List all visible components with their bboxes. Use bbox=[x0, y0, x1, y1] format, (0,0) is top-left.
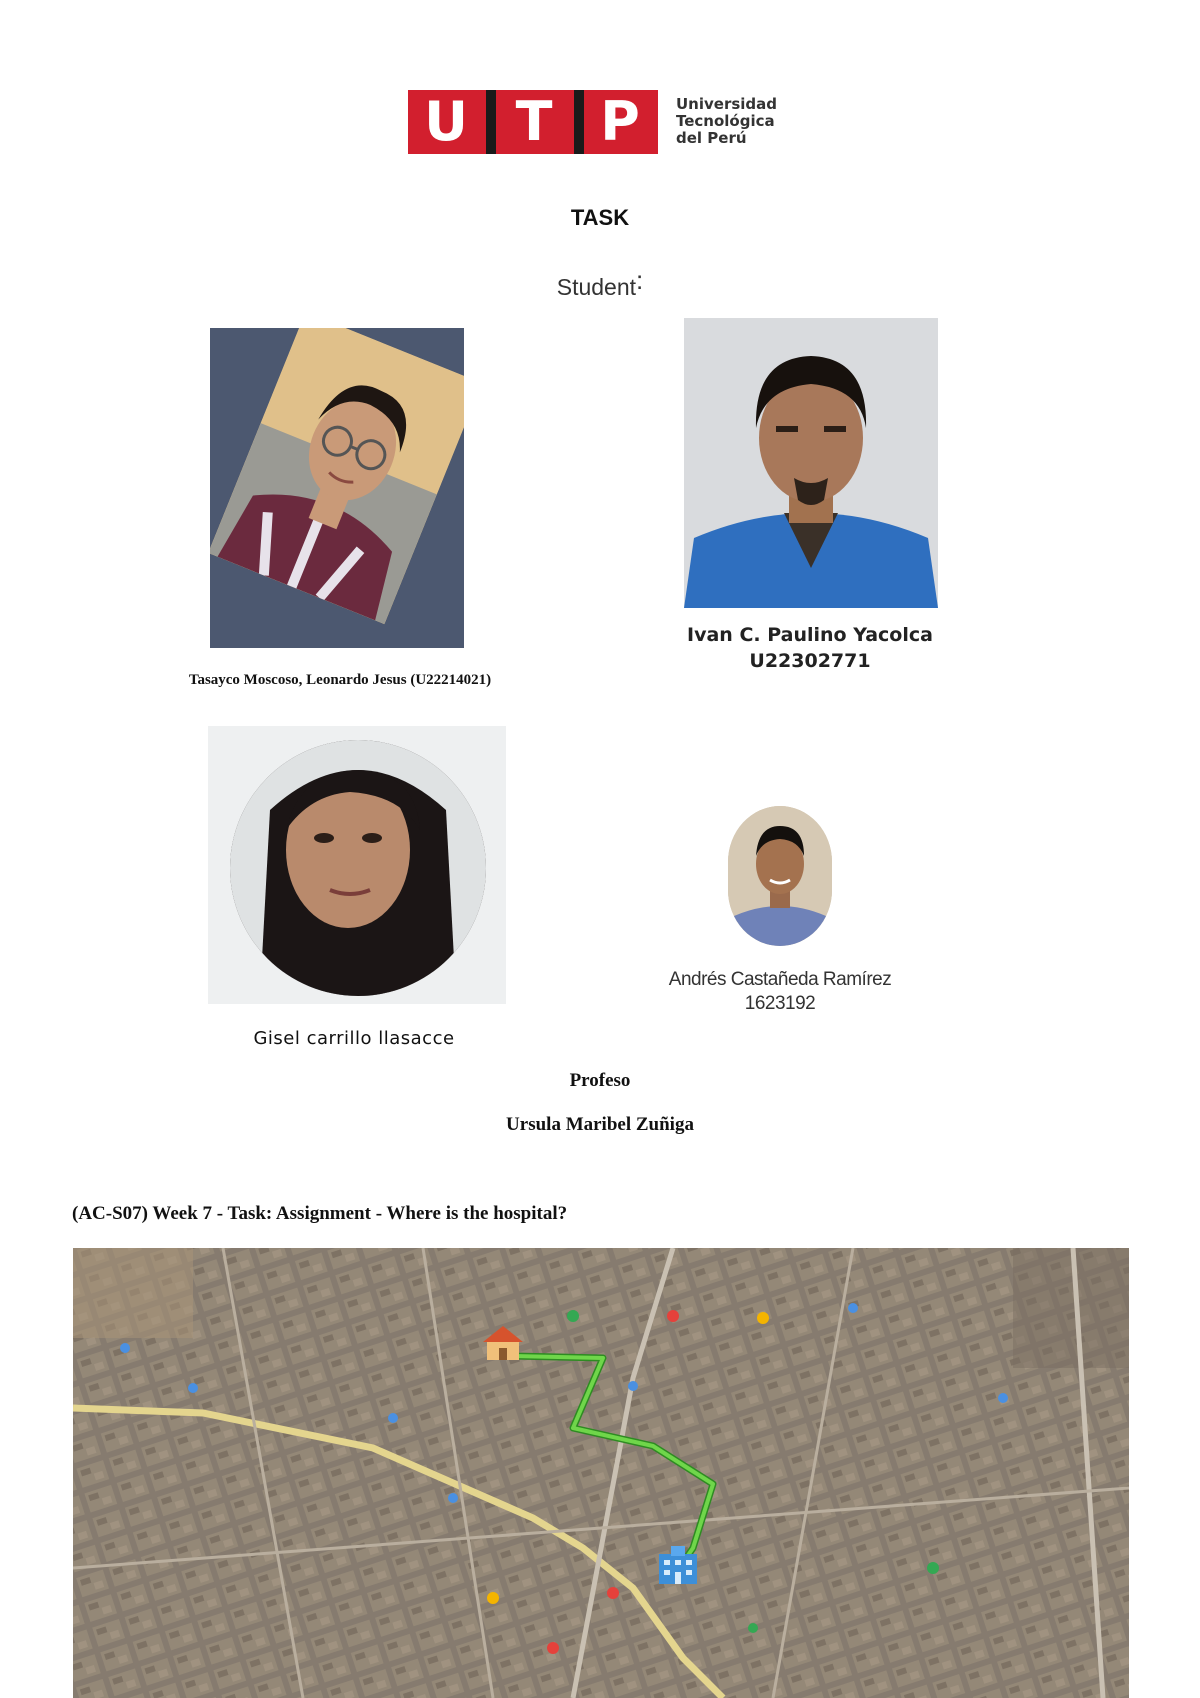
student-caption-andres bbox=[610, 968, 950, 1016]
student-photo-ivan bbox=[684, 318, 938, 608]
route-map bbox=[73, 1248, 1129, 1698]
map-illustration bbox=[73, 1248, 1129, 1698]
logo-line-2: Tecnológica bbox=[676, 112, 775, 130]
assignment-title: (AC-S07) Week 7 - Task: Assignment - Where is the hospital? bbox=[72, 1203, 568, 1224]
student-caption-gisel: Gisel carrillo llasacce bbox=[253, 1028, 455, 1049]
student-name-ivan: Ivan C. Paulino Yacolca bbox=[687, 624, 933, 646]
student-label-colon: : bbox=[636, 265, 644, 295]
professor-name: Ursula Maribel Zuñiga bbox=[506, 1114, 694, 1135]
portrait-illustration bbox=[210, 328, 464, 624]
portrait-illustration bbox=[230, 740, 486, 996]
photo-circle-frame bbox=[230, 740, 486, 996]
portrait-illustration bbox=[684, 318, 938, 608]
logo-letter-p: P bbox=[588, 94, 652, 150]
logo-letter-u: U bbox=[414, 94, 478, 150]
page-title: TASK bbox=[570, 205, 630, 230]
student-caption-ivan bbox=[640, 622, 980, 674]
logo-letter-t: T bbox=[502, 94, 566, 150]
student-label bbox=[0, 265, 1200, 301]
portrait-illustration bbox=[728, 806, 832, 946]
student-photo-gisel bbox=[208, 726, 506, 1004]
student-code-ivan: U22302771 bbox=[749, 650, 871, 672]
student-label-text: Student bbox=[556, 274, 637, 300]
student-photo-leonardo bbox=[210, 328, 464, 648]
student-name-andres: Andrés Castañeda Ramírez bbox=[668, 969, 892, 990]
photo-rotated-frame bbox=[210, 328, 464, 624]
logo-separator bbox=[486, 90, 496, 154]
logo-line-3: del Perú bbox=[676, 129, 747, 147]
logo-wordmark bbox=[676, 96, 777, 147]
university-logo bbox=[408, 90, 798, 154]
student-code-andres: 1623192 bbox=[744, 993, 816, 1014]
student-photo-andres bbox=[728, 806, 832, 946]
logo-line-1: Universidad bbox=[676, 95, 778, 113]
student-caption-leonardo: Tasayco Moscoso, Leonardo Jesus (U22214021) bbox=[188, 672, 492, 688]
logo-separator bbox=[574, 90, 584, 154]
professor-label: Profeso bbox=[569, 1070, 631, 1091]
